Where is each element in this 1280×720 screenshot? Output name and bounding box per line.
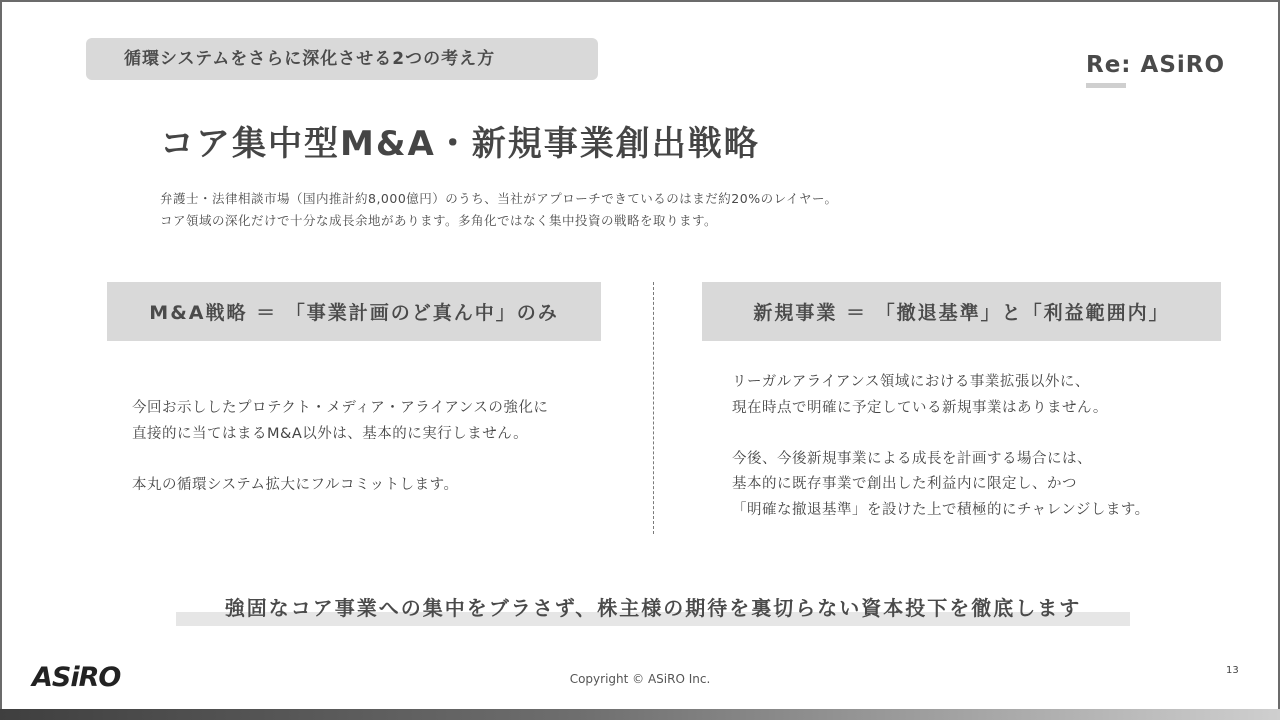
right-column-body [732, 370, 1150, 523]
column-divider [653, 282, 654, 534]
copyright: Copyright © ASiRO Inc. [569, 672, 711, 686]
body-line: 今後、今後新規事業による成長を計画する場合には、 [732, 450, 1092, 467]
body-line: 直接的に当てはまるM&A以外は、基本的に実行しません。 [132, 425, 529, 442]
body-line: 本丸の循環システム拡大にフルコミットします。 [132, 476, 459, 493]
bottom-strip [0, 709, 1280, 720]
body-spacer [132, 447, 548, 473]
left-column-heading: M&A戦略 ＝ 「事業計画のど真ん中」のみ [107, 282, 601, 341]
body-spacer [732, 421, 1150, 447]
closing-statement: 強固なコア事業への集中をブラさず、株主様の期待を裏切らない資本投下を徹底します [224, 596, 1082, 620]
body-line: 現在時点で明確に予定している新規事業はありません。 [732, 399, 1108, 416]
brand-underline [1086, 83, 1126, 88]
page-title: コア集中型M&A・新規事業創出戦略 [160, 124, 760, 164]
lead-line: コア領域の深化だけで十分な成長余地があります。多角化ではなく集中投資の戦略を取ります。 [160, 213, 718, 228]
right-column-heading: 新規事業 ＝ 「撤退基準」と「利益範囲内」 [702, 282, 1221, 341]
section-tag: 循環システムをさらに深化させる2つの考え方 [86, 38, 598, 80]
page-number: 13 [1226, 665, 1239, 676]
lead-text [160, 188, 837, 232]
brand-logo-text: Re: ASiRO [1086, 52, 1226, 78]
body-line: 今回お示ししたプロテクト・メディア・アライアンスの強化に [132, 400, 549, 416]
body-line: リーガルアライアンス領域における事業拡張以外に、 [732, 374, 1090, 390]
body-line: 基本的に既存事業で創出した利益内に限定し、かつ [732, 476, 1077, 492]
body-line: 「明確な撤退基準」を設けた上で積極的にチャレンジします。 [732, 501, 1150, 518]
left-column-body [132, 396, 548, 498]
asiro-logo: ASiRO [32, 662, 121, 693]
lead-line: 弁護士・法律相談市場（国内推計約8,000億円）のうち、当社がアプローチできているのはまだ約20%のレイヤー。 [160, 191, 838, 206]
